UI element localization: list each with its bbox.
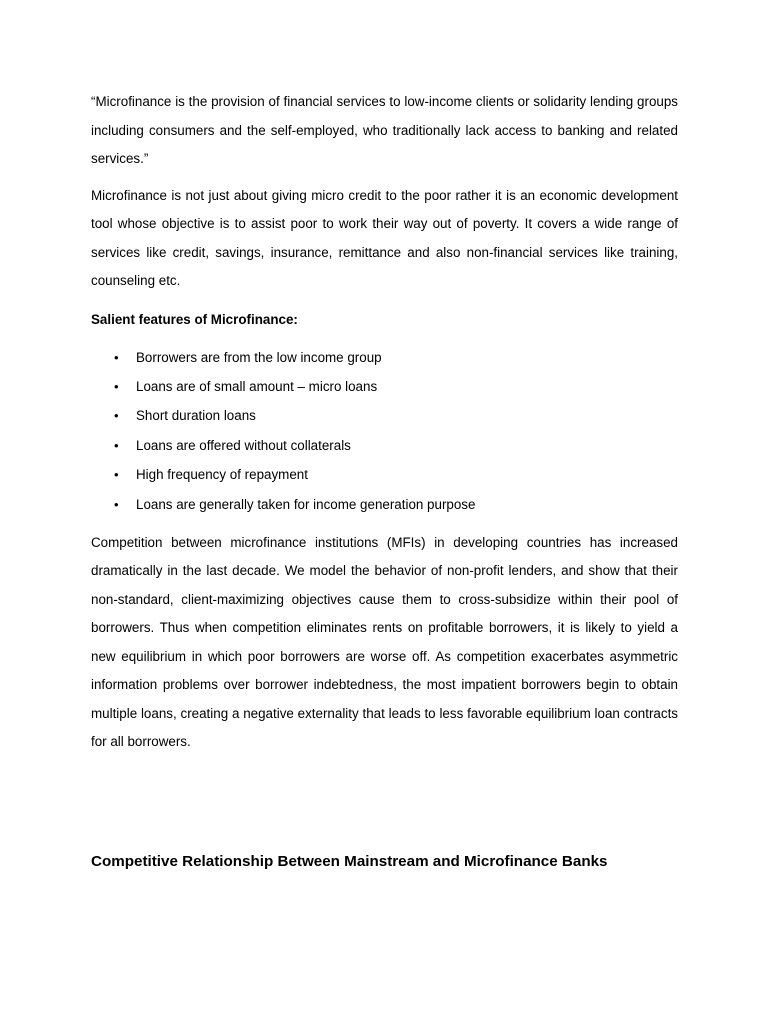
bullet-icon: • bbox=[114, 408, 119, 424]
definition-paragraph: “Microfinance is the provision of financial services to low-income clients or solidarity lending groups including consumers and the self-employed, who traditionally lack access to banking and related services.” bbox=[91, 94, 678, 166]
list-item bbox=[91, 490, 678, 519]
list-item bbox=[91, 401, 678, 430]
document-body bbox=[91, 88, 678, 757]
bullet-icon: • bbox=[114, 378, 119, 394]
bullet-icon: • bbox=[114, 437, 119, 453]
overview-paragraph: Microfinance is not just about giving micro credit to the poor rather it is an economic development tool whose objective is to assist poor to work their way out of poverty. It covers a wide range of services like credit, savings, insurance, remittance and also non-financial services like training, counseling etc. bbox=[91, 187, 678, 288]
list-item-text: High frequency of repayment bbox=[136, 467, 308, 483]
list-item-text: Borrowers are from the low income group bbox=[136, 349, 382, 365]
list-item bbox=[91, 460, 678, 489]
section-heading: Competitive Relationship Between Mainstream and Microfinance Banks bbox=[91, 853, 608, 870]
list-item-text: Loans are offered without collaterals bbox=[136, 437, 351, 453]
features-list bbox=[91, 343, 678, 519]
list-item bbox=[91, 372, 678, 401]
list-item bbox=[91, 431, 678, 460]
bullet-icon: • bbox=[114, 467, 119, 483]
list-item-text: Loans are of small amount – micro loans bbox=[136, 378, 378, 394]
bullet-icon: • bbox=[114, 349, 119, 365]
competition-paragraph: Competition between microfinance institutions (MFIs) in developing countries has increased dramatically in the last decade. We model the behavior of non-profit lenders, and show that their non-standard, client-maximizing objectives cause them to cross-subsidize within their pool of borrowers. Thus when competition eliminates rents on profitable borrowers, it is likely to yield a new equilibrium in which poor borrowers are worse off. As competition exacerbates asymmetric information problems over borrower indebtedness, the most impatient borrowers begin to obtain multiple loans, creating a negative externality that leads to less favorable equilibrium loan contracts for all borrowers. bbox=[91, 534, 678, 750]
list-item-text: Short duration loans bbox=[136, 408, 256, 424]
list-item bbox=[91, 343, 678, 372]
features-heading: Salient features of Microfinance: bbox=[91, 311, 298, 327]
list-item-text: Loans are generally taken for income generation purpose bbox=[136, 496, 476, 512]
bullet-icon: • bbox=[114, 496, 119, 512]
